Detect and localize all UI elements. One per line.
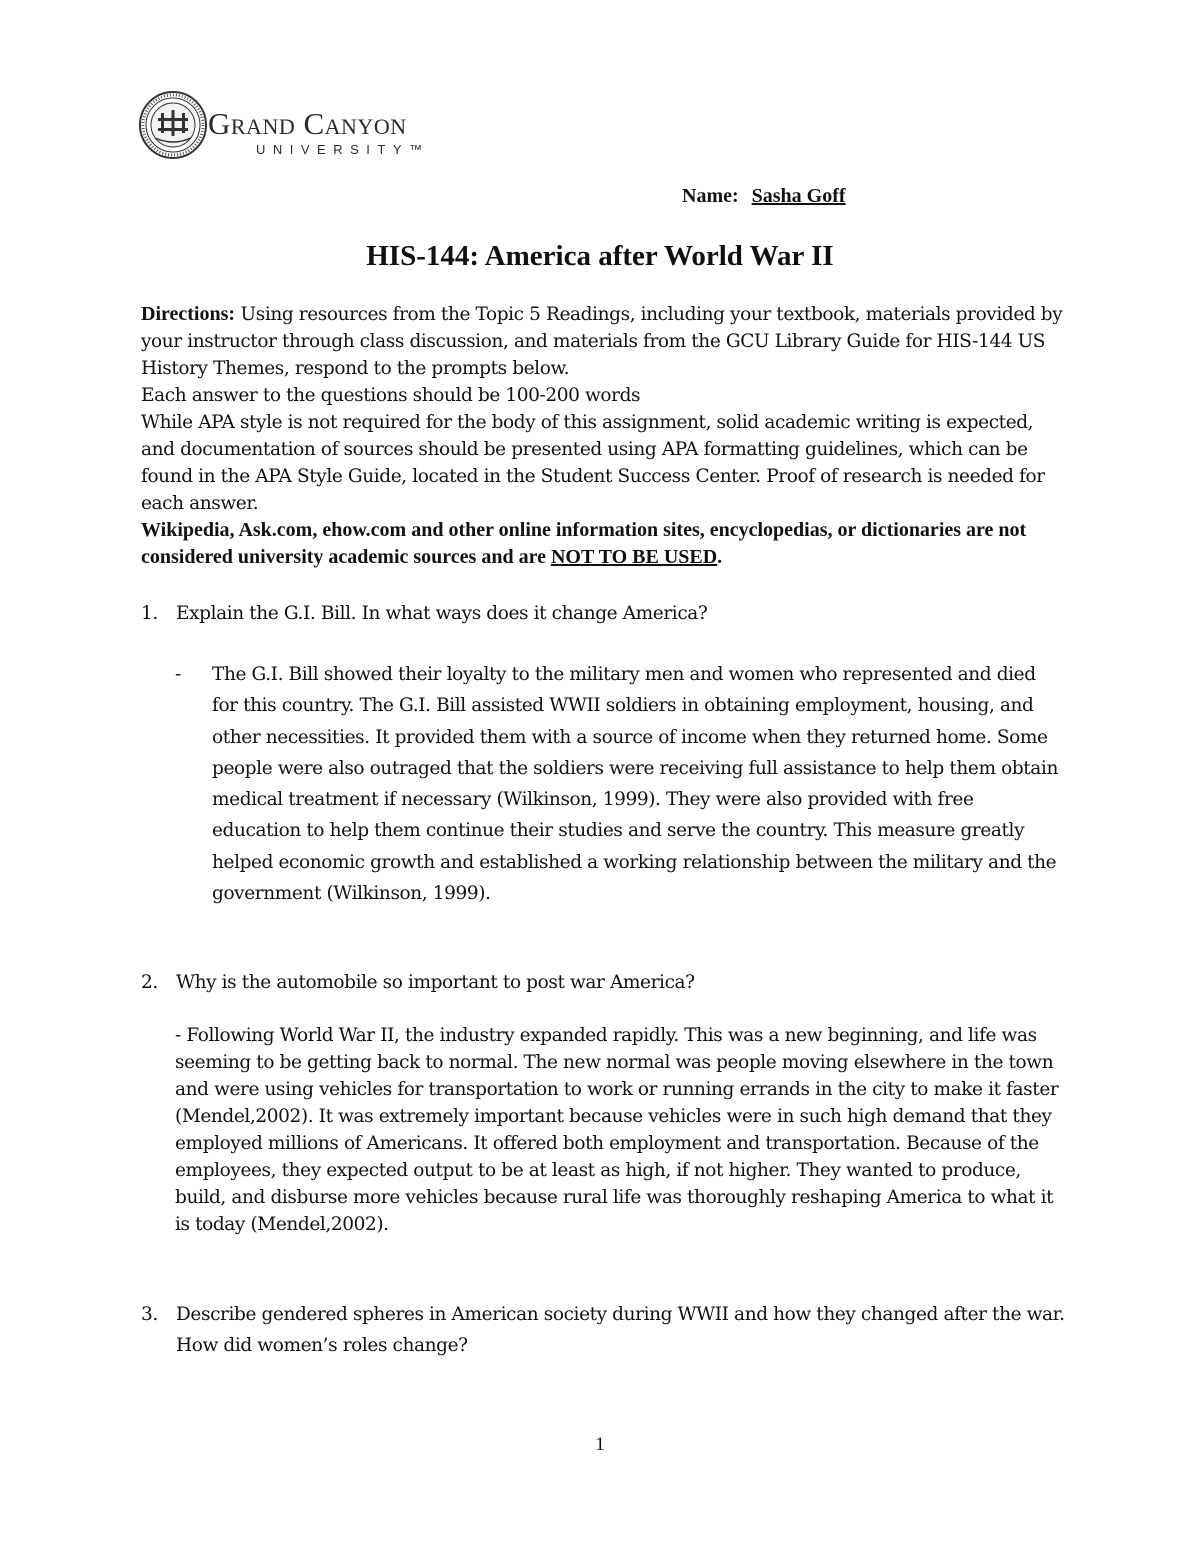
student-name-line xyxy=(682,185,846,208)
page-title: HIS-144: America after World War II xyxy=(366,240,834,272)
page-number: 1 xyxy=(595,1434,605,1455)
word-count-requirement: Each answer to the questions should be 100-200 words xyxy=(141,385,641,406)
logo-wordmark: Grand Canyon xyxy=(208,106,407,141)
question-number: 3. xyxy=(141,1304,158,1325)
student-name: Sasha Goff xyxy=(751,185,846,207)
question-text: Why is the automobile so important to post war America? xyxy=(176,972,695,993)
answer-marker: - xyxy=(175,664,181,685)
logo-subtitle: UNIVERSITY™ xyxy=(256,142,430,157)
answer-text: The G.I. Bill showed their loyalty to the military men and women who represented and died for this country. The G.I. Bill assisted WWII soldiers in obtaining employment, housing, and other necessities. It provided them with a source of income when they returned home. Some people were also outraged that the soldiers were receiving full assistance to help them obtain medical treatment if necessary (Wilkinson, 1999). They were also provided with free education to help them continue their studies and serve the country. This measure greatly helped economic growth and established a working relationship between the military and the government (Wilkinson, 1999). xyxy=(212,664,1058,905)
sources-warning xyxy=(141,517,1071,571)
directions-paragraph xyxy=(141,301,1071,382)
warning-emphasis: NOT TO BE USED xyxy=(550,546,718,568)
university-logo xyxy=(138,88,458,162)
answer-2: - Following World War II, the industry expanded rapidly. This was a new beginning, and life was seeming to be getting back to normal. The new normal was people moving elsewhere in the town and were using vehicles for transportation to work or running errands in the city to make it faster (Mendel,2002). It was extremely important because vehicles were in such high demand that they employed millions of Americans. It offered both employment and transportation. Because of the employees, they expected output to be at least as high, if not higher. They wanted to produce, build, and disburse more vehicles because rural life was thoroughly reshaping America to what it is today (Mendel,2002). xyxy=(175,1025,1059,1235)
question-number: 2. xyxy=(141,972,158,993)
apa-guidelines: While APA style is not required for the body of this assignment, solid academic writing is expected, and documentation of sources should be presented using APA formatting guidelines, which can be found in the APA Style Guide, located in the Student Success Center. Proof of research is needed for each answer. xyxy=(141,412,1045,514)
directions-text: Using resources from the Topic 5 Readings, including your textbook, materials provided by your instructor through class discussion, and materials from the GCU Library Guide for HIS-144 US History Themes, respond to the prompts below. xyxy=(141,304,1063,379)
warning-period: . xyxy=(717,546,723,568)
warning-text: Wikipedia, Ask.com, ehow.com and other online information sites, encyclopedias, or dictionaries are not considered university academic sources and are xyxy=(141,519,1027,568)
directions-label: Directions: xyxy=(141,303,236,325)
question-number: 1. xyxy=(141,603,158,624)
question-text: Describe gendered spheres in American society during WWII and how they changed after the war. How did women’s roles change? xyxy=(176,1304,1065,1356)
university-seal-icon xyxy=(138,88,208,162)
question-text: Explain the G.I. Bill. In what ways does it change America? xyxy=(176,603,708,624)
name-label: Name: xyxy=(682,185,739,207)
directions-block xyxy=(141,301,1071,571)
